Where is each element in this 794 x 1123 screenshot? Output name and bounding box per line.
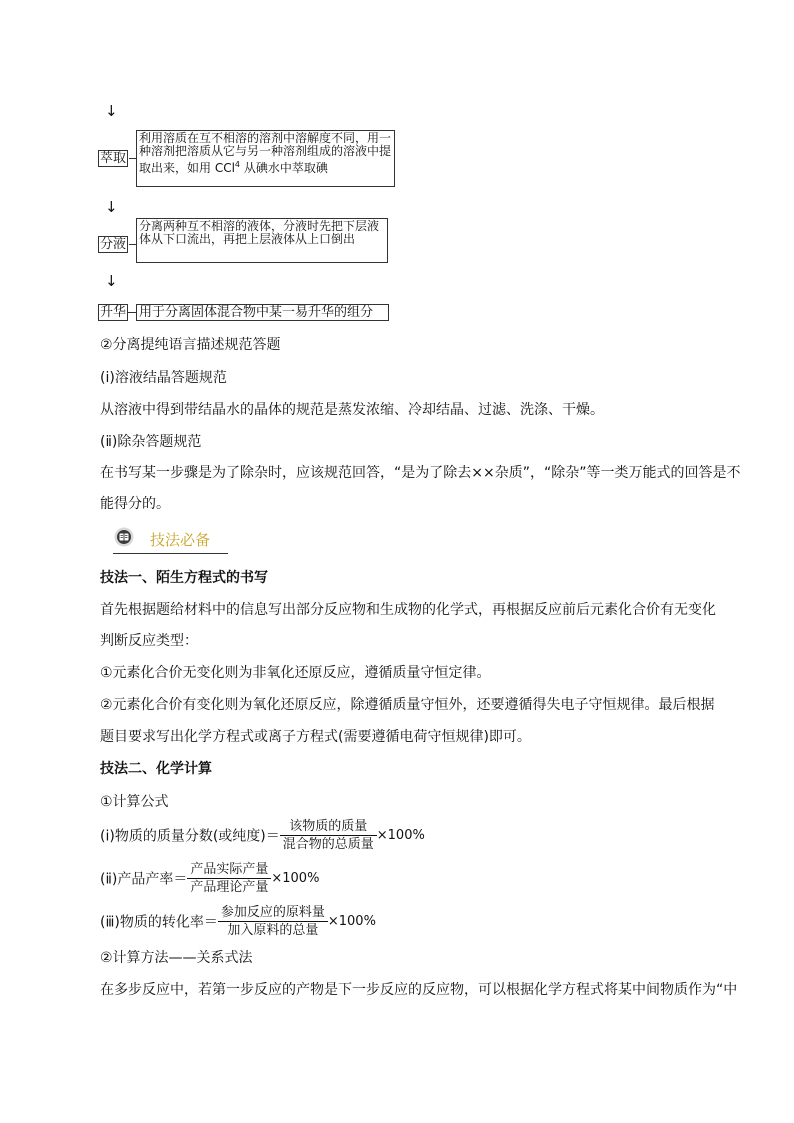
separate-description: 分离两种互不相溶的液体，分液时先把下层液体从下口流出，再把上层液体从上口倒出 [139,219,380,246]
method2-title: 技法二、化学计算 [100,761,212,777]
extract-label: 萃取 [100,151,127,166]
numerator: 该物质的质量 [280,819,377,836]
sublime-label: 升华 [100,305,127,320]
denominator: 混合物的总质量 [282,837,374,852]
extract-description-box [136,130,395,187]
flow-arrow: ↓ [105,102,118,120]
crystallization-title: (ⅰ)溶液结晶答题规范 [100,370,227,386]
denominator: 产品理论产量 [190,880,269,895]
method1-line1: 首先根据题给材料中的信息写出部分反应物和生成物的化学式，再根据反应前后元素化合价有无变化 [100,602,716,618]
method1-title: 技法一、陌生方程式的书写 [100,570,268,586]
method1-point2-line1: ②元素化合价有变化则为氧化还原反应，除遵循质量守恒外，还要遵循得失电子守恒规律。最后根据 [100,697,715,713]
extract-description-tail: 从碘水中萃取碘 [240,161,328,175]
extract-description: 利用溶质在互不相溶的溶剂中溶解度不同，用一种溶剂把溶质从它与另一种溶剂组成的溶液中提取出来，如用 CCl [139,131,392,175]
fraction [280,819,377,852]
flow-arrow: ↓ [105,198,118,216]
separate-label: 分液 [100,237,127,252]
extract-subscript: 4 [234,160,241,169]
formula-yield [100,862,319,895]
book-icon [114,527,134,547]
standards-heading: ②分离提纯语言描述规范答题 [100,337,281,353]
percent-factor: ×100% [327,914,376,929]
separate-description-box [136,218,388,263]
flow-arrow: ↓ [105,272,118,290]
formula-conversion [100,905,376,938]
numerator: 产品实际产量 [187,862,271,879]
formula-mass-fraction-lead: (ⅰ)物质的质量分数(或纯度)＝ [100,828,280,845]
formula-yield-lead: (ⅱ)产品产率＝ [100,871,188,888]
crystallization-text: 从溶液中得到带结晶水的晶体的规范是蒸发浓缩、冷却结晶、过滤、洗涤、干燥。 [100,402,604,418]
formula-heading: ①计算公式 [100,794,169,810]
method1-line2: 判断反应类型： [100,633,198,649]
method-heading: ②计算方法——关系式法 [100,950,253,966]
impurity-text-line1: 在书写某一步骤是为了除杂时，应该规范回答，“是为了除去××杂质”，“除杂”等一类万能式的回答是不 [100,465,741,481]
formula-mass-fraction [100,819,425,852]
denominator: 加入原料的总量 [227,923,319,938]
sublime-description-box [136,304,389,321]
impurity-text-line2: 能得分的。 [100,496,170,512]
percent-factor: ×100% [271,871,320,886]
formula-conversion-lead: (ⅲ)物质的转化率＝ [100,914,218,931]
fraction [187,862,271,895]
method1-point1: ①元素化合价无变化则为非氧化还原反应，遵循质量守恒定律。 [100,665,491,681]
method1-point2-line2: 题目要求写出化学方程式或离子方程式(需要遵循电荷守恒规律)即可。 [100,729,531,745]
section-title: 技法必备 [150,531,211,549]
percent-factor: ×100% [376,828,425,843]
sublime-description: 用于分离固体混合物中某一易升华的组分 [139,305,374,320]
section-underline [113,553,228,554]
fraction [218,905,328,938]
impurity-title: (ⅱ)除杂答题规范 [100,434,202,450]
numerator: 参加反应的原料量 [218,905,328,922]
method-line: 在多步反应中，若第一步反应的产物是下一步反应的反应物，可以根据化学方程式将某中间物质作为“中 [100,982,738,998]
